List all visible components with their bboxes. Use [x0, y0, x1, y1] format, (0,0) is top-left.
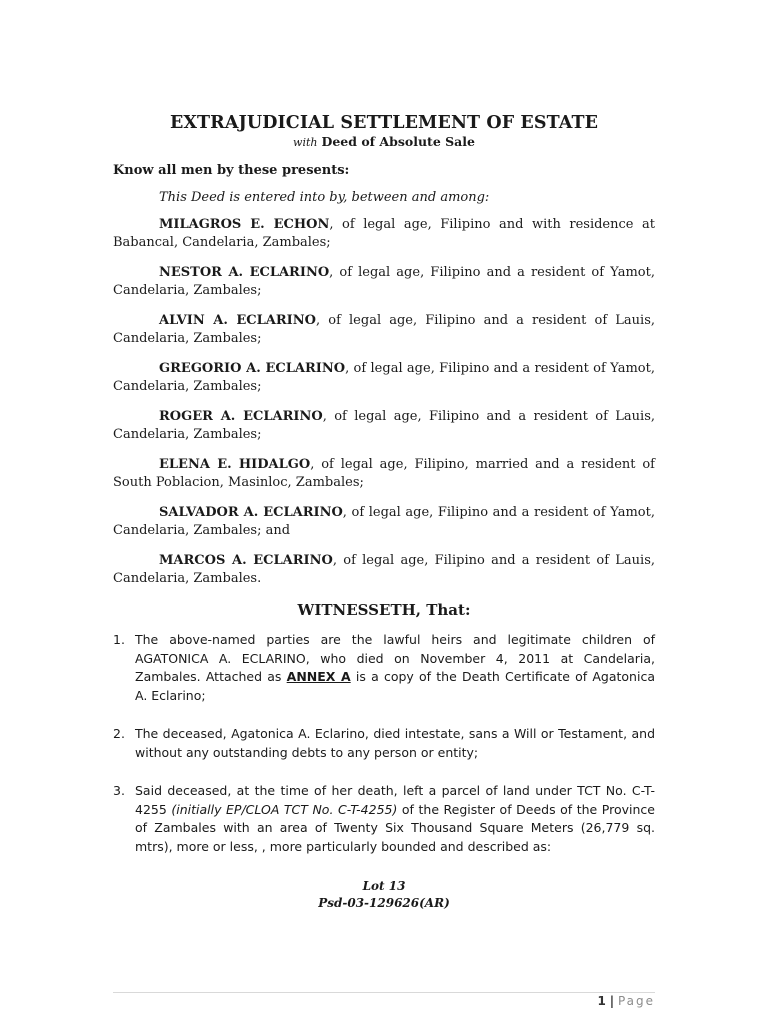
party-name: NESTOR A. ECLARINO — [159, 265, 330, 280]
clause-item — [113, 631, 655, 705]
clause-text: The above-named parties are the lawful heirs and legitimate children of AGATONICA A. ECLARINO, who died on November 4, 2011 at Candelaria, Zambales. Attached as — [135, 632, 655, 684]
numbered-clauses — [113, 631, 655, 856]
party-details: , of legal age, Filipino and a resident of Yamot, Candelaria, Zambales; — [113, 361, 655, 394]
party-details: , of legal age, Filipino and with residence at Babancal, Candelaria, Zambales; — [113, 217, 655, 250]
page-label: Page — [617, 994, 655, 1008]
clause-number: 1. — [113, 632, 125, 647]
intro-line: This Deed is entered into by, between and among: — [159, 190, 490, 205]
clause-text: of the Register of Deeds of the Province of Zambales with an area of Twenty Six Thousand Square Meters (26,779 sq. mtrs), more or less, , more particularly bounded and described as: — [135, 801, 655, 854]
page-number: 1 — [597, 994, 606, 1008]
lot-number: Lot 13 — [362, 879, 406, 893]
party-paragraph — [113, 552, 655, 588]
know-all-heading: Know all men by these presents: — [113, 163, 350, 178]
document-subtitle — [113, 134, 655, 151]
page-footer — [598, 994, 655, 1008]
party-paragraph — [113, 312, 655, 348]
parties-list — [113, 216, 655, 588]
clause-number: 2. — [113, 726, 125, 741]
party-name: MARCOS A. ECLARINO — [159, 553, 333, 568]
party-paragraph — [113, 264, 655, 300]
party-name: ROGER A. ECLARINO — [159, 409, 323, 424]
party-paragraph — [113, 456, 655, 492]
subtitle-main: Deed of Absolute Sale — [321, 134, 475, 149]
party-paragraph — [113, 408, 655, 444]
document-page — [113, 112, 655, 912]
annex-reference: ANNEX A — [286, 669, 351, 684]
clause-text: The deceased, Agatonica A. Eclarino, died intestate, sans a Will or Testament, and without any outstanding debts to any person or entity; — [135, 726, 655, 760]
clause-number: 3. — [113, 783, 125, 798]
lot-survey-code: Psd-03-129626(AR) — [318, 896, 450, 910]
footer-separator: | — [609, 994, 615, 1008]
document-title: EXTRAJUDICIAL SETTLEMENT OF ESTATE — [169, 113, 599, 133]
party-paragraph — [113, 360, 655, 396]
clause-italic-note: (initially EP/CLOA TCT No. C-T-4255) — [171, 801, 398, 817]
party-details: , of legal age, Filipino, married and a resident of South Poblacion, Masinloc, Zambales; — [113, 457, 655, 490]
clause-item — [113, 782, 655, 856]
party-details: , of legal age, Filipino and a resident of Lauis, Candelaria, Zambales; — [113, 409, 656, 442]
party-name: GREGORIO A. ECLARINO — [159, 361, 346, 376]
party-paragraph — [113, 216, 655, 252]
footer-divider — [113, 992, 655, 993]
party-name: MILAGROS E. ECHON — [159, 217, 330, 232]
party-details: , of legal age, Filipino and a resident of Lauis, Candelaria, Zambales; — [113, 313, 655, 346]
clause-item — [113, 725, 655, 762]
clause-text: Said deceased, at the time of her death, left a parcel of land under TCT No. C-T-4255 — [135, 783, 655, 817]
subtitle-prefix: with — [293, 136, 318, 149]
clause-text: is a copy of the Death Certificate of Agatonica A. Eclarino; — [135, 669, 655, 703]
party-details: , of legal age, Filipino and a resident of Lauis, Candelaria, Zambales. — [113, 553, 656, 586]
party-name: ELENA E. HIDALGO — [159, 457, 311, 472]
party-name: SALVADOR A. ECLARINO — [159, 505, 343, 520]
party-name: ALVIN A. ECLARINO — [159, 313, 316, 328]
party-details: , of legal age, Filipino and a resident of Yamot, Candelaria, Zambales; — [113, 265, 655, 298]
party-details: , of legal age, Filipino and a resident of Yamot, Candelaria, Zambales; and — [113, 505, 655, 538]
witnesseth-heading: WITNESSETH, That: — [297, 601, 471, 619]
party-paragraph — [113, 504, 655, 540]
